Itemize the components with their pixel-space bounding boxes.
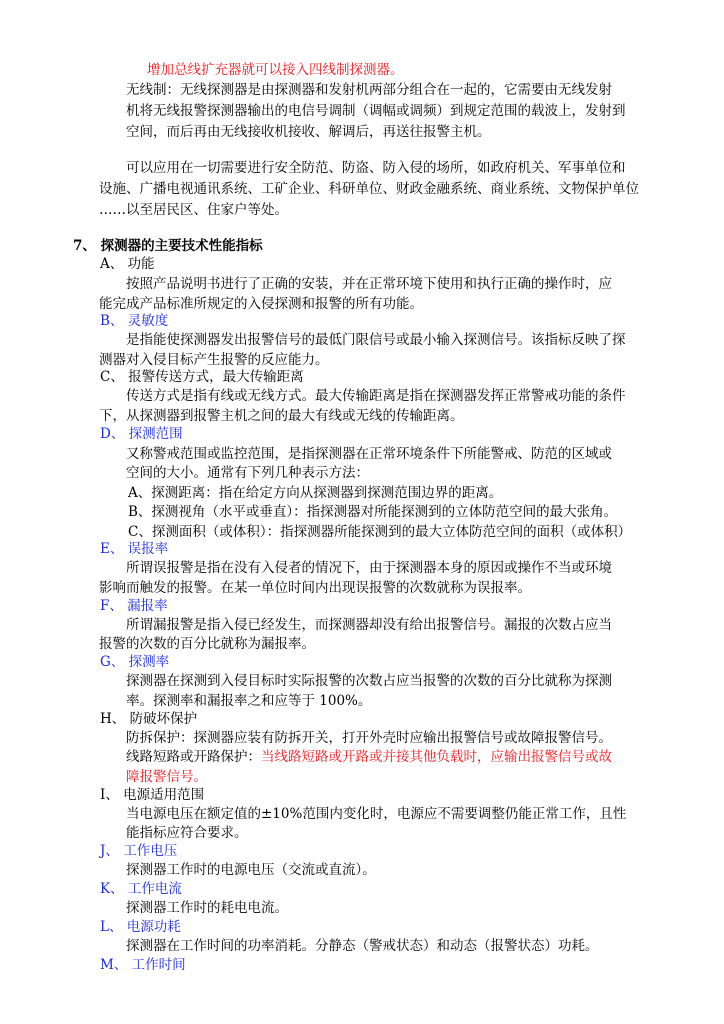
item-g-body-1: 探测器在探测到入侵目标时实际报警的次数占应当报警的次数的百分比就称为探测 bbox=[126, 673, 612, 689]
item-c-body-1: 传送方式是指有线或无线方式。最大传输距离是指在探测器发挥正常警戒功能的条件 bbox=[126, 388, 626, 404]
item-a-label: A、 功能 bbox=[100, 256, 155, 272]
item-j-body-1: 探测器工作时的电源电压（交流或直流）。 bbox=[126, 862, 376, 878]
item-h-body-1: 防拆保护：探测器应装有防拆开关，打开外壳时应输出报警信号或故障报警信号。 bbox=[126, 730, 612, 746]
item-m-label: M、 工作时间 bbox=[100, 957, 186, 973]
item-j-label: J、 工作电压 bbox=[100, 843, 178, 859]
item-k-body-1: 探测器工作时的耗电电流。 bbox=[126, 900, 288, 916]
item-h-line-protect bbox=[126, 747, 612, 767]
item-d-method-c: C、探测面积（或体积）：指探测器所能探测到的最大立体防范空间的面积（或体积） bbox=[128, 524, 632, 540]
item-k-label: K、 工作电流 bbox=[100, 881, 182, 897]
section-title: 7、 探测器的主要技术性能指标 bbox=[73, 238, 263, 254]
item-g-body-2: 率。探测率和漏报率之和应等于 100%。 bbox=[126, 693, 372, 709]
item-f-body-2: 报警的次数的百分比就称为漏报率。 bbox=[99, 636, 315, 652]
item-c-label: C、 报警传送方式，最大传输距离 bbox=[100, 369, 304, 385]
item-e-body-2: 影响而触发的报警。在某一单位时间内出现误报警的次数就称为误报率。 bbox=[99, 580, 531, 596]
item-c-body-2: 下，从探测器到报警主机之间的最大有线或无线的传输距离。 bbox=[99, 408, 464, 424]
item-f-body-1: 所谓漏报警是指入侵已经发生，而探测器却没有给出报警信号。漏报的次数占应当 bbox=[126, 617, 612, 633]
item-h-line-red-2: 障报警信号。 bbox=[126, 769, 207, 785]
intro-red-line: 增加总线扩充器就可以接入四线制探测器。 bbox=[147, 62, 404, 78]
item-h-line-prefix: 线路短路或开路保护： bbox=[126, 749, 261, 765]
item-g-label: G、 探测率 bbox=[100, 654, 170, 670]
item-a-body-2: 能完成产品标准所规定的入侵探测和报警的所有功能。 bbox=[99, 296, 423, 312]
item-b-body-2: 测器对入侵目标产生报警的反应能力。 bbox=[99, 352, 329, 368]
item-d-label: D、 探测范围 bbox=[100, 426, 183, 442]
item-a-body-1: 按照产品说明书进行了正确的安装，并在正常环境下使用和执行正确的操作时，应 bbox=[126, 276, 612, 292]
item-d-body-2: 空间的大小。通常有下列几种表示方法： bbox=[126, 465, 369, 481]
apply-line-1: 可以应用在一切需要进行安全防范、防盗、防入侵的场所，如政府机关、军事单位和 bbox=[126, 160, 626, 176]
item-d-method-b: B、探测视角（水平或垂直）：指探测器对所能探测到的立体防范空间的最大张角。 bbox=[128, 504, 618, 520]
item-b-body-1: 是指能使探测器发出报警信号的最低门限信号或最小输入探测信号。该指标反映了探 bbox=[126, 332, 626, 348]
item-i-body-2: 能指标应符合要求。 bbox=[126, 825, 248, 841]
item-h-line-red: 当线路短路或开路或并接其他负载时，应输出报警信号或故 bbox=[261, 749, 612, 765]
item-l-body-1: 探测器在工作时间的功率消耗。分静态（警戒状态）和动态（报警状态）功耗。 bbox=[126, 938, 599, 954]
item-f-label: F、 漏报率 bbox=[100, 598, 168, 614]
item-b-label: B、 灵敏度 bbox=[100, 313, 169, 329]
apply-line-3: ……以至居民区、住家户等处。 bbox=[99, 202, 288, 218]
item-d-body-1: 又称警戒范围或监控范围，是指探测器在正常环境条件下所能警戒、防范的区域或 bbox=[126, 446, 612, 462]
wireless-line-3: 空间，而后再由无线接收机接收、解调后，再送往报警主机。 bbox=[126, 124, 491, 140]
item-h-label: H、 防破坏保护 bbox=[100, 711, 198, 727]
item-l-label: L、 电源功耗 bbox=[100, 919, 181, 935]
item-i-label: I、 电源适用范围 bbox=[100, 787, 205, 803]
wireless-line-1: 无线制：无线探测器是由探测器和发射机两部分组合在一起的，它需要由无线发射 bbox=[126, 82, 612, 98]
item-d-method-a: A、探测距离：指在给定方向从探测器到探测范围边界的距离。 bbox=[128, 485, 503, 501]
apply-line-2: 设施、广播电视通讯系统、工矿企业、科研单位、财政金融系统、商业系统、文物保护单位 bbox=[99, 181, 639, 197]
item-i-body-1: 当电源电压在额定值的±10%范围内变化时，电源应不需要调整仍能正常工作，且性 bbox=[126, 806, 627, 822]
item-e-label: E、 误报率 bbox=[100, 541, 169, 557]
item-e-body-1: 所谓误报警是指在没有入侵者的情况下，由于探测器本身的原因或操作不当或环境 bbox=[126, 560, 612, 576]
wireless-line-2: 机将无线报警探测器输出的电信号调制（调幅或调频）到规定范围的载波上，发射到 bbox=[126, 103, 626, 119]
